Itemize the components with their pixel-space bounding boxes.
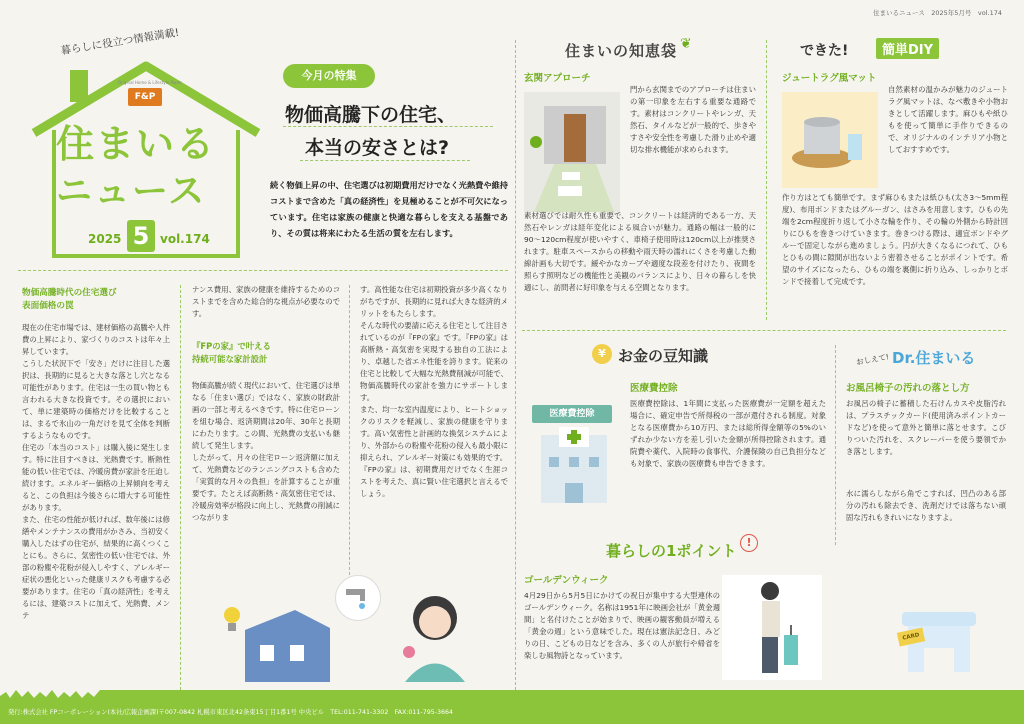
feature-lead: 続く物価上昇の中、住宅選びは初期費用だけでなく光熱費や維持コストまで含めた「真の経済性」を見極めることが不可欠になっています。住宅は家族の健康と快適な暮らしを支える基盤であり、その質は将来にわたる生活の質を左右します。 [270, 180, 508, 238]
jute-mat-illustration [782, 92, 878, 188]
dr-banner-small: おしえて! [855, 352, 890, 367]
masthead-title-line1: 住まいる [56, 122, 217, 166]
diy-banner-left: できた! [800, 43, 849, 59]
dr-text-bottom: 水に濡らしながら角でこすれば、凹凸のある部分の汚れも除去でき、洗剤だけでは落ちない頑固な汚れもきれいになりますよ。 [846, 489, 1006, 522]
hospital-sign: 医療費控除 [532, 405, 612, 423]
coin-icon: ¥ [592, 344, 612, 364]
lightbulb-icon [222, 605, 242, 637]
feature-col3-text: す。高性能な住宅は初期投資が多少高くなりがちですが、長期的に見れば大きな経済的メリットをもたらします。 そんな時代の要請に応える住宅として注目されているのが『FPの家』です。『FPの家』は高断熱・高気密を実現する独自の工法により、卓越した省エネ性能を誇ります。従来の住宅と比較して大幅な光熱費削減が可能で、物価高騰時代の家計を強力にサポートします。 また、均一な室内温度により、ヒートショックのリスクを軽減し、家族の健康を守ります。高い気密性と計画的な換気システムにより、外部からの粉塵や花粉の侵入も最小限に抑えられ、アレルギー対策にも効果的です。 『FPの家』は、初期費用だけでなく生涯コストを考えた、真に賢い住宅選択と言えるでしょう。 [360, 285, 508, 498]
mid-divider [522, 330, 1006, 331]
issue-month: 5 [127, 220, 155, 252]
money-text: 医療費控除は、1年間に支払った医療費が一定額を超えた場合に、確定申告で所得税の一部が還付される制度。対象となる医療費から10万円、または総所得金額等の5%のいずれか少ない方を差し引いた金額が所得控除されます。通院費や薬代、入院時の食事代、介護保険の自己負担分なども対象で、家族の医療費も申告できます。 [630, 399, 826, 468]
woman-illustration [395, 590, 475, 682]
feature-col2-text-top: ナンス費用、家族の健康を維持するためのコストまでを含めた総合的な視点が必要なのです。 [192, 285, 340, 318]
diy-text-bottom: 作り方はとても簡単です。まず麻ひもまたは紙ひも(太さ3〜5mm程度)、布用ボンドまたはグルーガン、はさみを用意します。ひもの先端を2cm程度折り返して小さな輪を作り、その輪の外側から時計回りにひもを巻きつけていきます。巻きつける際は、適宜ボンドやグルーで固定しながら進めましょう。円が大きくなるにつれて、ひもとひもの間に隙間が出ないよう密着させることがポイントです。希望のサイズになったら、ひもの端を裏側に折り込み、しっかりとボンドで接着して完成です。 [782, 193, 1008, 286]
feature-headline-1: 物価高騰下の住宅、 [285, 104, 457, 126]
chie-text-right: 門から玄関までのアプローチは住まいの第一印象を左右する重要な通路です。素材はコンクリートやレンガ、天然石、タイルなどが一般的で、歩きやすさや安全性を考慮した滑り止めや適切な排水機能が求められます。 [630, 85, 756, 154]
house-illustration [240, 600, 335, 685]
dr-heading: お風呂椅子の汚れの落とし方 [846, 383, 970, 394]
masthead-title-line2: ニュース [56, 171, 207, 212]
money-heading: 医療費控除 [630, 383, 678, 394]
feature-headline-2: 本当の安さとは? [305, 137, 450, 159]
bath-chair-illustration [880, 592, 990, 682]
point-heading: ゴールデンウィーク [524, 575, 609, 586]
exclamation-icon: ! [740, 534, 758, 552]
tagline: 暮らしに役立つ情報満載! [59, 26, 180, 58]
center-divider [515, 40, 516, 690]
right-divider [766, 40, 767, 320]
money-banner: お金の豆知識 [618, 347, 709, 365]
card-label: CARD [897, 627, 925, 646]
sprout-icon: ❦ [680, 36, 692, 52]
chie-text-bottom: 素材選びでは耐久性も重要で、コンクリートは経済的である一方、天然石やレンガは経年変化による風合いが魅力。通路の幅は一般的に90〜120cm程度が使いやすく、車椅子使用時は120cm以上が推奨されます。駐車スペースからの移動や雨天時の濡れにくさを考慮した動線計画も大切です。緩やかなカーブや適度な段差を付けたり、夜間を照らす照明などの機能性と美観のバランスにより、日々の暮らしを快適にし、訪問者に好印象を与える空間となります。 [524, 211, 756, 292]
diy-text-right: 自然素材の温かみが魅力のジュートラグ風マットは、なべ敷きや小物おきとして活躍します。麻ひもや紙ひもを使って簡単に手作りできるので、オリジナルのインテリア小物としておすすめです。 [888, 85, 1008, 154]
dr-banner: Dr.住まいる [892, 349, 976, 367]
chie-banner: 住まいの知恵袋 [565, 42, 678, 60]
logo-small: Original Home & Lifestyle Paper [118, 80, 182, 85]
hospital-icon [535, 425, 613, 505]
feature-col1-text: 現在の住宅市場では、建材価格の高騰や人件費の上昇により、家づくりのコストは年々上昇しています。 こうした状況下で「安さ」だけに注目した選択は、長期的に見ると大きな落とし穴となる可能性があります。住宅は一生の買い物とも言われる大きな投資です。その選択において、単に建築時の価格だけを比較することは、まるで氷山の一角だけを見て全体を判断するようなものです。 住宅の「本当のコスト」は購入後に発生します。特に注目すべきは、光熱費です。断熱性能の低い住宅では、冷暖房費が家計を圧迫し続けます。エネルギー価格の上昇傾向を考えると、この負担は今後さらに増大する可能性があります。 また、住宅の性能が低ければ、数年後には修繕やメンテナンスの費用がかさみ、当初安く購入したはずの住宅が、結果的に高くつくことにも。さらに、気密性の低い住宅では、外部の粉塵や花粉が侵入しやすく、アレルギー症状の悪化といった健康リスクも考慮する必要があります。住宅の「真の経済性」を考えるには、建築コストに加えて、光熱費、メンテ [22, 323, 170, 620]
feature-badge: 今月の特集 [283, 64, 375, 88]
headline-underline [283, 126, 493, 127]
water-faucet-icon [344, 585, 372, 611]
entrance-illustration [524, 92, 620, 212]
diy-heading: ジュートラグ風マット [782, 73, 877, 84]
chie-heading: 玄関アプローチ [524, 73, 591, 84]
issue-year: 2025 [88, 232, 122, 246]
feature-col1-heading: 物価高騰時代の住宅選び 表面価格の罠 [22, 288, 117, 311]
feature-divider [18, 270, 508, 271]
feature-col2-text: 物価高騰が続く現代において、住宅選びは単なる「住まい選び」ではなく、家族の財政計画の一部と考えるべきです。特に住宅ローンを組む場合、返済期間は20年、30年と長期にわたります。この間、光熱費の支払いも継続して発生します。 したがって、月々の住宅ローン返済額に加えて、光熱費などのランニングコストも含めた「実質的な月々の負担」を計算することが重要です。たとえば高断熱・高気密住宅では、冷暖房効率が格段に向上し、光熱費の削減につながりま [192, 381, 340, 522]
traveler-illustration [722, 575, 822, 680]
diy-banner-right: 簡単DIY [876, 38, 939, 59]
feature-col2-heading: 『FPの家』で叶える 持続可能な家計設計 [192, 341, 271, 364]
footer-text: 発行:株式会社 FPコーポレーション(本社/広報企画課)〒007-0842 札幌市東区北42条東15丁目1番1号 中央ビル TEL:011-741-3302 FAX:011-795-3664 [8, 709, 454, 716]
point-banner: 暮らしの1ポイント [606, 542, 737, 560]
col-divider-1 [180, 285, 181, 690]
col-divider-2 [349, 285, 350, 575]
dr-text-right: お風呂の椅子に蓄積した石けんカスや皮脂汚れは、プラスチックカード(使用済みポイントカードなど)を使って意外と簡単に落とせます。こびりついた汚れを、スクレーパーを使う要領でかき落とします。 [846, 399, 1006, 456]
mid-right-divider [835, 345, 836, 545]
masthead [18, 18, 268, 263]
issue-info: 住まいるニュース 2025年5月号 vol.174 [873, 9, 1002, 17]
point-text: 4月29日から5月5日にかけての祝日が集中する大型連休のゴールデンウィーク。名称は1951年に映画会社が「黄金週間」と名付けたことが始まりで、映画の観客動員が増える「黄金の週」という意味でした。現在は憲法記念日、みどりの日、こどもの日などを含み、多くの人が旅行や帰省を楽しむ風物詩となっています。 [524, 591, 720, 660]
issue-volume: vol.174 [160, 232, 210, 246]
logo-mark: F&P [128, 88, 162, 106]
headline-underline-2 [300, 160, 470, 161]
